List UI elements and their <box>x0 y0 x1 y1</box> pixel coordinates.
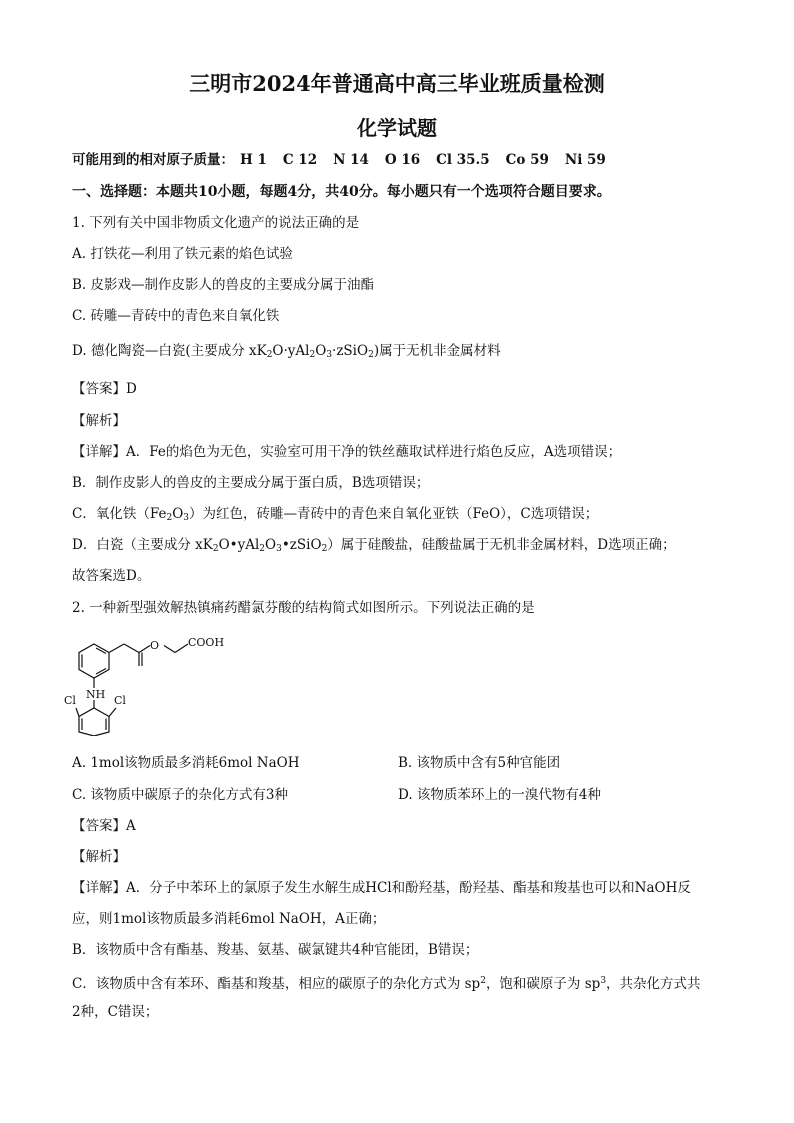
q2-detail-c1-mid: ，饱和碳原子为 sp <box>485 976 601 992</box>
atomic-masses <box>72 151 622 169</box>
q1-option-c: C. 砖雕—青砖中的青色来自氧化铁 <box>72 308 280 324</box>
q2-detail-c1-prefix: C．该物质中含有苯环、酯基和羧基，相应的碳原子的杂化方式为 sp <box>72 976 481 992</box>
q2-detail-c1-suffix: ，共杂化方式共 <box>606 976 701 992</box>
mass-item: Ni 59 <box>564 152 606 168</box>
label-cooh: COOH <box>188 636 225 649</box>
mass-item: H 1 <box>240 152 267 168</box>
q2-stem: 2. 一种新型强效解热镇痛药醋氯芬酸的结构简式如图所示。下列说法正确的是 <box>72 600 535 616</box>
q1-option-d: D. 德化陶瓷—白瓷(主要成分 $xK_2O\cdot yAl_2O_3\cdot zSiO_2$)属于无机非金属材料 <box>72 343 501 360</box>
q1-detail-d-prefix: D．白瓷（主要成分 xK <box>72 537 213 553</box>
q1-answer: 【答案】D <box>72 381 137 397</box>
q2-detail-c1: C．该物质中含有苯环、酯基和羧基，相应的碳原子的杂化方式为 $sp^2$，饱和碳原子为 $sp^3$，共杂化方式共 <box>72 976 701 992</box>
q2-option-d: D. 该物质苯环上的一溴代物有4种 <box>398 787 602 803</box>
q1-analysis-label: 【解析】 <box>72 413 126 429</box>
section-heading: 一、选择题：本题共10小题，每题4分，共40分。每小题只有一个选项符合题目要求。 <box>72 184 611 200</box>
page-title: 三明市2024年普通高中高三毕业班质量检测 <box>189 71 605 96</box>
label-cl-right: Cl <box>114 694 126 707</box>
q1-option-a: A. 打铁花—利用了铁元素的焰色试验 <box>72 246 293 262</box>
q2-detail-a1: 【详解】A．分子中苯环上的氯原子发生水解生成HCl和酚羟基，酚羟基、酯基和羧基也可以和NaOH反 <box>72 880 691 896</box>
q1-conclusion: 故答案选D。 <box>72 568 151 584</box>
q2-option-b: B. 该物质中含有5种官能团 <box>398 755 561 771</box>
q1-detail-c-suffix: ）为红色，砖雕—青砖中的青色来自氧化亚铁（FeO），C选项错误； <box>189 506 599 522</box>
q1-option-d-prefix: D. 德化陶瓷—白瓷(主要成分 xK <box>72 343 267 359</box>
q1-detail-b: B．制作皮影人的兽皮的主要成分属于蛋白质，B选项错误； <box>72 475 430 491</box>
q1-detail-a: 【详解】A．Fe的焰色为无色，实验室可用干净的铁丝蘸取试样进行焰色反应，A选项错误； <box>72 444 622 460</box>
mass-item: O 16 <box>384 152 421 168</box>
q1-option-b: B. 皮影戏—制作皮影人的兽皮的主要成分属于油酯 <box>72 277 375 293</box>
q2-analysis-label: 【解析】 <box>72 849 126 865</box>
q1-option-d-suffix: )属于无机非金属材料 <box>373 343 501 359</box>
atomic-masses-label: 可能用到的相对原子质量： <box>72 152 234 168</box>
q2-option-a: A. 1mol该物质最多消耗6mol NaOH <box>72 755 300 771</box>
q1-detail-c: C．氧化铁$(Fe_2O_3)$为红色，砖雕—青砖中的青色来自氧化亚铁（FeO），C选项错误； <box>72 506 599 523</box>
mass-item: Cl 35.5 <box>436 152 490 168</box>
q1-detail-d: D．白瓷（主要成分 $xK_2O•yAl_2O_3•zSiO_2$）属于硅酸盐，硅酸盐属于无机非金属材料，D选项正确； <box>72 537 676 554</box>
label-cl-left: Cl <box>64 694 76 707</box>
mass-item: Co 59 <box>505 152 549 168</box>
label-nh: NH <box>86 688 106 701</box>
q2-detail-c2: 2种，C错误； <box>72 1004 159 1020</box>
q2-answer: 【答案】A <box>72 818 136 834</box>
page-subtitle: 化学试题 <box>357 116 437 140</box>
q2-option-c: C. 该物质中碳原子的杂化方式有3种 <box>72 787 289 803</box>
mass-item: N 14 <box>333 152 369 168</box>
q2-detail-b: B．该物质中含有酯基、羧基、氨基、碳氯键共4种官能团，B错误； <box>72 942 479 958</box>
q1-stem: 1. 下列有关中国非物质文化遗产的说法正确的是 <box>72 215 360 231</box>
q1-detail-c-prefix: C．氧化铁（Fe <box>72 506 167 522</box>
mass-item: C 12 <box>282 152 318 168</box>
q1-detail-d-suffix: ）属于硅酸盐，硅酸盐属于无机非金属材料，D选项正确； <box>327 537 676 553</box>
q2-detail-a2: 应，则1mol该物质最多消耗6mol NaOH，A正确； <box>72 911 386 927</box>
label-ester-o: O <box>150 639 160 652</box>
aceclofenac-structure <box>64 624 254 736</box>
